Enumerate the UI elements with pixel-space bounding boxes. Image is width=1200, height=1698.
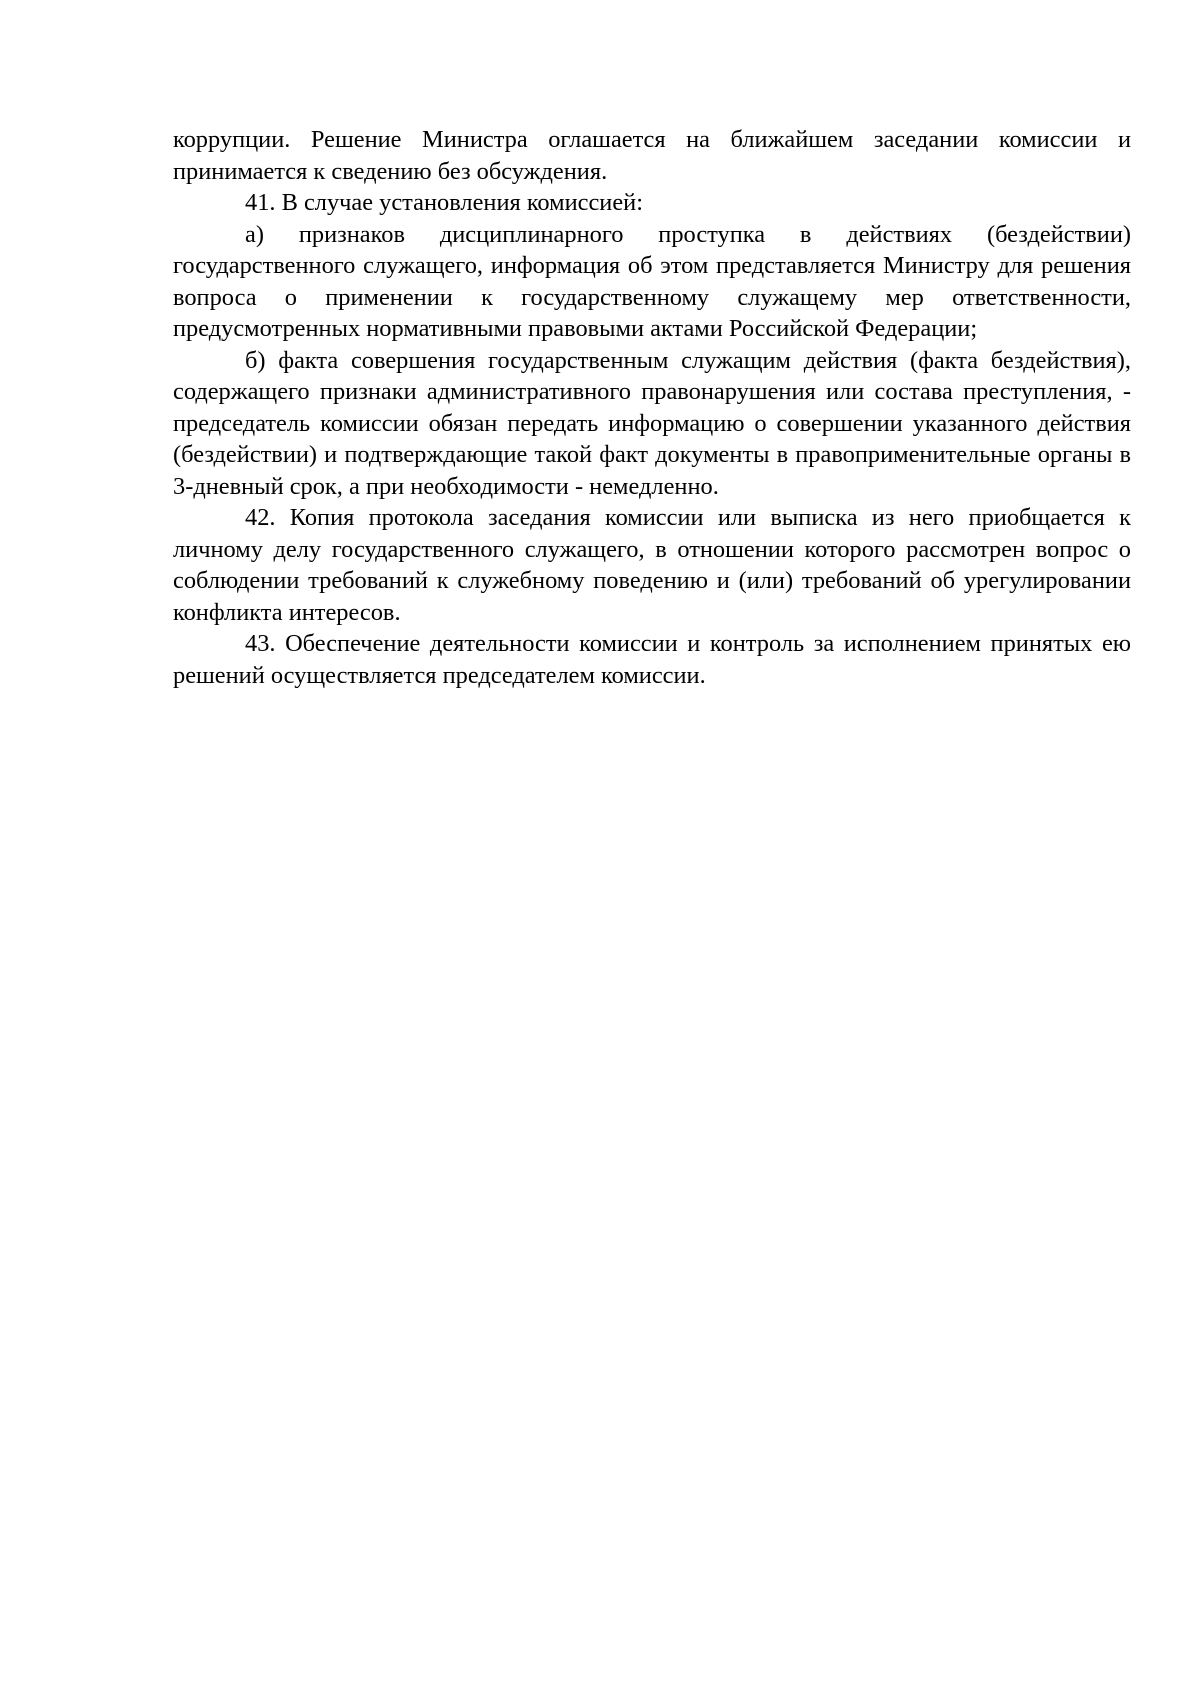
paragraph-item-41-a: а) признаков дисциплинарного проступка в действиях (бездействии) государственного служащего, информация об этом представляется Министру для решения вопроса о применении к государственному служащему мер ответственности, предусмотренных нормативными правовыми актами Российской Федерации; xyxy=(173,220,1131,342)
paragraph-item-41: 41. В случае установления комиссией: xyxy=(245,189,644,216)
paragraph-continuation: коррупции. Решение Министра оглашается на ближайшем заседании комиссии и принимается к сведению без обсуждения. xyxy=(173,126,1131,185)
paragraph-item-42: 42. Копия протокола заседания комиссии или выписка из него приобщается к личному делу государственного служащего, в отношении которого рассмотрен вопрос о соблюдении требований к служебному поведению и (или) требований об урегулировании конфликта интересов. xyxy=(173,504,1131,626)
paragraph-item-41-b: б) факта совершения государственным служащим действия (факта бездействия), содержащего признаки административного правонарушения или состава преступления, - председатель комиссии обязан передать информацию о совершении указанного действия (бездействии) и подтверждающие такой факт документы в правоприменительные органы в 3-дневный срок, а при необходимости - немедленно. xyxy=(173,346,1131,500)
paragraph-item-43: 43. Обеспечение деятельности комиссии и контроль за исполнением принятых ею решений осуществляется председателем комиссии. xyxy=(173,630,1131,689)
document-body xyxy=(173,124,1131,691)
